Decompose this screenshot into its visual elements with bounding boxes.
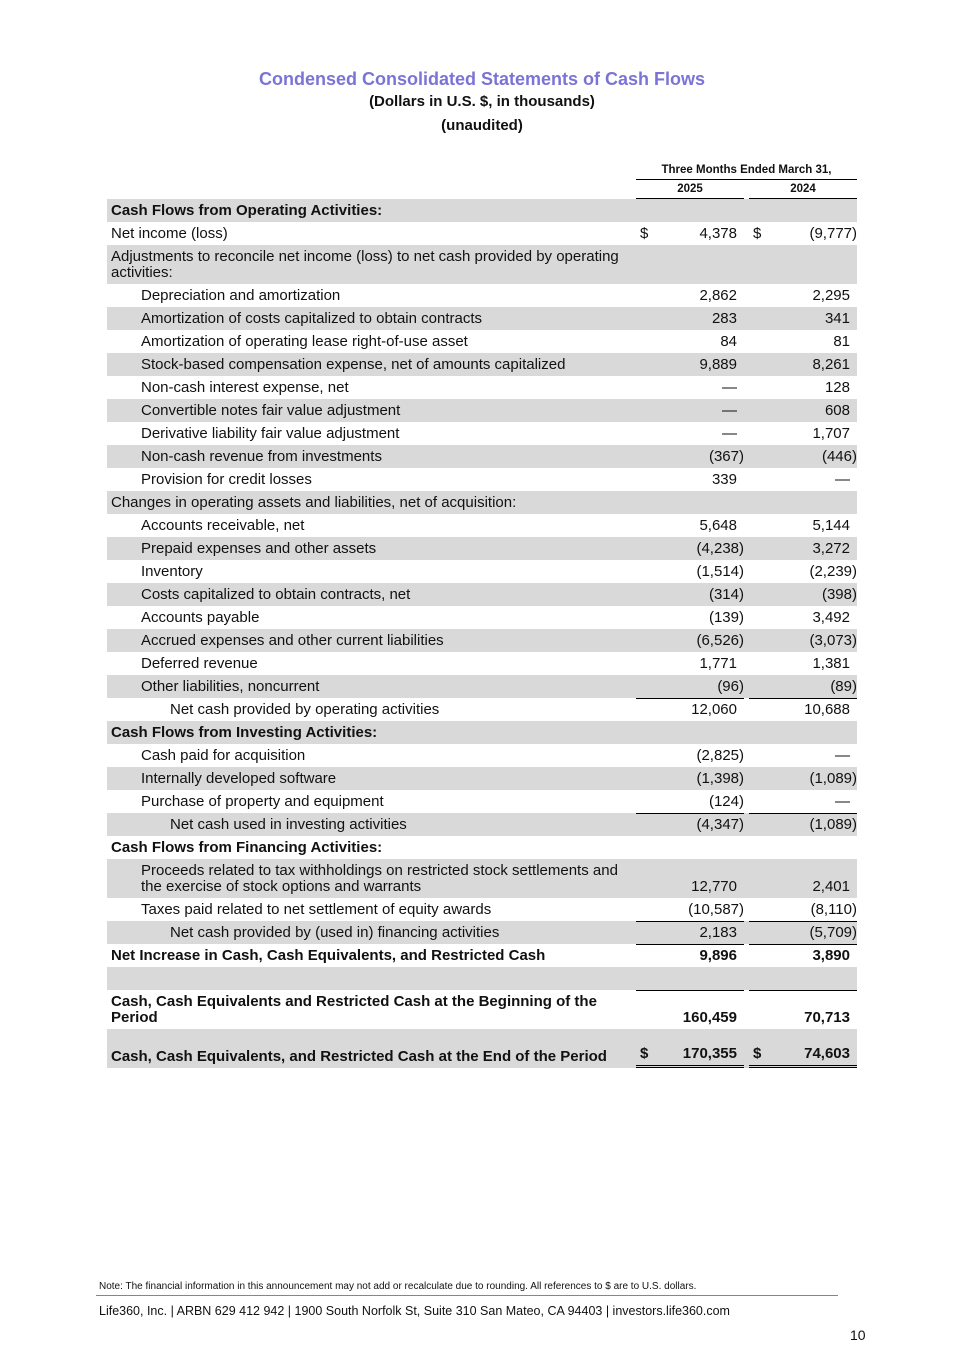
amount: 339 (711, 471, 737, 488)
amount: 3,890 (812, 947, 850, 964)
value-cell-2025 (636, 514, 744, 537)
unaudited-subtitle: (unaudited) (441, 117, 523, 134)
row-label: Costs capitalized to obtain contracts, net (141, 586, 411, 603)
table-row (107, 353, 857, 376)
amount: (5,709) (809, 924, 857, 941)
value-cell-2024 (749, 376, 857, 399)
amount: 70,713 (804, 1009, 850, 1026)
value-cell-2025 (636, 944, 744, 967)
rounding-note: Note: The financial information in this announcement may not add or recalculate due to rounding. All references to $ are to U.S. dollars. (99, 1281, 697, 1292)
table-row (107, 376, 857, 399)
amount: — (722, 402, 737, 419)
amount: 3,272 (812, 540, 850, 557)
amount: 84 (720, 333, 737, 350)
value-cell-2025 (636, 353, 744, 376)
row-label: Purchase of property and equipment (141, 793, 384, 810)
value-cell-2024 (749, 629, 857, 652)
value-cell-2025 (636, 422, 744, 445)
table-row (107, 560, 857, 583)
amount: 2,295 (812, 287, 850, 304)
amount: (367) (708, 448, 744, 465)
value-cell-2024 (749, 990, 857, 1029)
table-row (107, 652, 857, 675)
amount: 12,060 (691, 701, 737, 718)
value-cell-2025 (636, 790, 744, 813)
amount: 8,261 (812, 356, 850, 373)
row-label: Proceeds related to tax withholdings on restricted stock settlements and the exercise of stock options and warrants (141, 862, 618, 895)
row-label: Non-cash interest expense, net (141, 379, 349, 396)
amount: 608 (824, 402, 850, 419)
row-label: Accrued expenses and other current liabilities (141, 632, 444, 649)
dollar-sign: $ (640, 225, 649, 242)
value-cell-2024 (749, 583, 857, 606)
amount: (2,239) (809, 563, 857, 580)
value-cell-2025 (636, 652, 744, 675)
value-cell-2025 (636, 284, 744, 307)
value-cell-2025 (636, 307, 744, 330)
amount: (1,398) (696, 770, 744, 787)
row-label: Net cash provided by (used in) financing activities (170, 924, 500, 941)
amount: (314) (708, 586, 744, 603)
statement-header (0, 68, 964, 136)
value-cell-2025 (636, 836, 744, 859)
value-cell-2025 (636, 1029, 744, 1068)
table-row (107, 307, 857, 330)
amount: 1,381 (812, 655, 850, 672)
value-cell-2024 (749, 560, 857, 583)
value-cell-2025 (636, 813, 744, 836)
table-row (107, 859, 857, 898)
amount: 2,862 (699, 287, 737, 304)
row-label: Cash Flows from Operating Activities: (111, 202, 383, 219)
value-cell-2024 (749, 222, 857, 245)
value-cell-2024 (749, 698, 857, 721)
amount: 5,648 (699, 517, 737, 534)
row-label: Cash paid for acquisition (141, 747, 306, 764)
row-label: Cash Flows from Investing Activities: (111, 724, 378, 741)
value-cell-2024 (749, 652, 857, 675)
row-label: Cash, Cash Equivalents, and Restricted Cash at the End of the Period (111, 1048, 607, 1065)
table-row (107, 514, 857, 537)
value-cell-2024 (749, 967, 857, 990)
amount: (8,110) (810, 901, 857, 918)
table-row (107, 944, 857, 967)
value-cell-2024 (749, 898, 857, 921)
value-cell-2024 (749, 422, 857, 445)
table-row (107, 537, 857, 560)
value-cell-2025 (636, 399, 744, 422)
row-label: Derivative liability fair value adjustment (141, 425, 400, 442)
page-title: Condensed Consolidated Statements of Cash Flows (258, 69, 706, 89)
table-row (107, 813, 857, 836)
amount: 81 (833, 333, 850, 350)
value-cell-2025 (636, 468, 744, 491)
value-cell-2024 (749, 744, 857, 767)
amount: 170,355 (682, 1045, 737, 1062)
table-row (107, 583, 857, 606)
amount: — (835, 471, 850, 488)
value-cell-2025 (636, 859, 744, 898)
footer-divider (96, 1295, 838, 1296)
table-row (107, 468, 857, 491)
value-cell-2025 (636, 537, 744, 560)
row-label: Changes in operating assets and liabilities, net of acquisition: (111, 494, 517, 511)
row-label: Depreciation and amortization (141, 287, 341, 304)
value-cell-2024 (749, 284, 857, 307)
amount: — (722, 379, 737, 396)
table-row (107, 284, 857, 307)
value-cell-2024 (749, 921, 857, 944)
value-cell-2024 (749, 767, 857, 790)
table-row (107, 422, 857, 445)
amount: — (835, 793, 850, 810)
table-row (107, 967, 857, 990)
value-cell-2025 (636, 967, 744, 990)
amount: 128 (824, 379, 850, 396)
amount: 10,688 (804, 701, 850, 718)
value-cell-2024 (749, 859, 857, 898)
company-footer: Life360, Inc. | ARBN 629 412 942 | 1900 South Norfolk St, Suite 310 San Mateo, CA 94403 | investors.life360.com (99, 1304, 730, 1318)
cash-flow-table (107, 199, 857, 1068)
table-row (107, 445, 857, 468)
value-cell-2025 (636, 245, 744, 284)
row-label: Provision for credit losses (141, 471, 312, 488)
value-cell-2024 (749, 445, 857, 468)
row-label: Amortization of operating lease right-of-use asset (141, 333, 468, 350)
amount: (4,347) (696, 816, 744, 833)
row-label: Net cash provided by operating activities (170, 701, 440, 718)
amount: 1,771 (699, 655, 737, 672)
value-cell-2024 (749, 675, 857, 698)
amount: (398) (821, 586, 857, 603)
value-cell-2024 (749, 721, 857, 744)
value-cell-2025 (636, 376, 744, 399)
row-label: Accounts receivable, net (141, 517, 305, 534)
value-cell-2024 (749, 245, 857, 284)
dollar-sign: $ (753, 1045, 762, 1062)
value-cell-2025 (636, 675, 744, 698)
amount: (6,526) (696, 632, 744, 649)
table-row (107, 698, 857, 721)
amount: 4,378 (699, 225, 737, 242)
amount: (96) (717, 678, 744, 695)
amount: 160,459 (682, 1009, 737, 1026)
amount: 283 (711, 310, 737, 327)
row-label: Internally developed software (141, 770, 337, 787)
value-cell-2025 (636, 560, 744, 583)
value-cell-2024 (749, 514, 857, 537)
amount: 9,889 (699, 356, 737, 373)
table-row (107, 898, 857, 921)
amount: 341 (824, 310, 850, 327)
amount: (3,073) (809, 632, 857, 649)
value-cell-2025 (636, 721, 744, 744)
table-row (107, 330, 857, 353)
value-cell-2024 (749, 606, 857, 629)
table-row (107, 1029, 857, 1068)
table-row (107, 721, 857, 744)
amount: (446) (821, 448, 857, 465)
table-row (107, 491, 857, 514)
table-row (107, 675, 857, 698)
value-cell-2025 (636, 898, 744, 921)
table-row (107, 222, 857, 245)
year-header-2024: 2024 (749, 182, 857, 199)
amount: (1,089) (809, 816, 857, 833)
value-cell-2025 (636, 199, 744, 222)
value-cell-2025 (636, 629, 744, 652)
row-label: Cash Flows from Financing Activities: (111, 839, 383, 856)
amount: 5,144 (812, 517, 850, 534)
value-cell-2024 (749, 537, 857, 560)
row-label: Adjustments to reconcile net income (loss) to net cash provided by operating activities: (111, 248, 619, 281)
value-cell-2025 (636, 491, 744, 514)
page-number: 10 (850, 1327, 866, 1343)
value-cell-2025 (636, 222, 744, 245)
amount: (139) (708, 609, 744, 626)
units-subtitle: (Dollars in U.S. $, in thousands) (369, 93, 595, 110)
row-label: Net cash used in investing activities (170, 816, 407, 833)
amount: 3,492 (812, 609, 850, 626)
value-cell-2025 (636, 767, 744, 790)
value-cell-2025 (636, 698, 744, 721)
amount: 74,603 (804, 1045, 850, 1062)
row-label: Deferred revenue (141, 655, 258, 672)
period-header: Three Months Ended March 31, (636, 163, 857, 180)
row-label: Accounts payable (141, 609, 260, 626)
value-cell-2024 (749, 199, 857, 222)
amount: (1,514) (696, 563, 744, 580)
amount: (1,089) (809, 770, 857, 787)
amount: (89) (830, 678, 857, 695)
value-cell-2024 (749, 1029, 857, 1068)
table-row (107, 990, 857, 1029)
value-cell-2024 (749, 399, 857, 422)
value-cell-2024 (749, 468, 857, 491)
value-cell-2025 (636, 921, 744, 944)
row-label: Prepaid expenses and other assets (141, 540, 377, 557)
table-row (107, 629, 857, 652)
value-cell-2025 (636, 583, 744, 606)
table-row (107, 399, 857, 422)
row-label: Inventory (141, 563, 203, 580)
row-label: Other liabilities, noncurrent (141, 678, 320, 695)
table-row (107, 744, 857, 767)
table-row (107, 767, 857, 790)
row-label: Convertible notes fair value adjustment (141, 402, 401, 419)
amount: (10,587) (688, 901, 744, 918)
value-cell-2025 (636, 445, 744, 468)
value-cell-2025 (636, 330, 744, 353)
amount: (4,238) (696, 540, 744, 557)
row-label: Stock-based compensation expense, net of amounts capitalized (141, 356, 566, 373)
amount: 2,183 (699, 924, 737, 941)
value-cell-2025 (636, 744, 744, 767)
dollar-sign: $ (753, 225, 762, 242)
value-cell-2024 (749, 836, 857, 859)
row-label: Taxes paid related to net settlement of equity awards (141, 901, 492, 918)
value-cell-2024 (749, 330, 857, 353)
amount: 1,707 (812, 425, 850, 442)
dollar-sign: $ (640, 1045, 649, 1062)
value-cell-2024 (749, 353, 857, 376)
value-cell-2024 (749, 491, 857, 514)
amount: (9,777) (809, 225, 857, 242)
amount: 2,401 (812, 878, 850, 895)
value-cell-2025 (636, 990, 744, 1029)
value-cell-2024 (749, 813, 857, 836)
value-cell-2024 (749, 944, 857, 967)
amount: (2,825) (696, 747, 744, 764)
value-cell-2025 (636, 606, 744, 629)
amount: — (835, 747, 850, 764)
value-cell-2024 (749, 307, 857, 330)
row-label: Amortization of costs capitalized to obtain contracts (141, 310, 483, 327)
row-label: Net income (loss) (111, 225, 228, 242)
table-row (107, 606, 857, 629)
amount: (124) (708, 793, 744, 810)
row-label: Non-cash revenue from investments (141, 448, 382, 465)
amount: 9,896 (699, 947, 737, 964)
table-row (107, 790, 857, 813)
table-row (107, 245, 857, 284)
table-row (107, 836, 857, 859)
table-row (107, 199, 857, 222)
amount: — (722, 425, 737, 442)
year-header-2025: 2025 (636, 182, 744, 199)
row-label: Cash, Cash Equivalents and Restricted Cash at the Beginning of the Period (111, 993, 597, 1026)
value-cell-2024 (749, 790, 857, 813)
amount: 12,770 (691, 878, 737, 895)
row-label: Net Increase in Cash, Cash Equivalents, and Restricted Cash (111, 947, 546, 964)
table-row (107, 921, 857, 944)
